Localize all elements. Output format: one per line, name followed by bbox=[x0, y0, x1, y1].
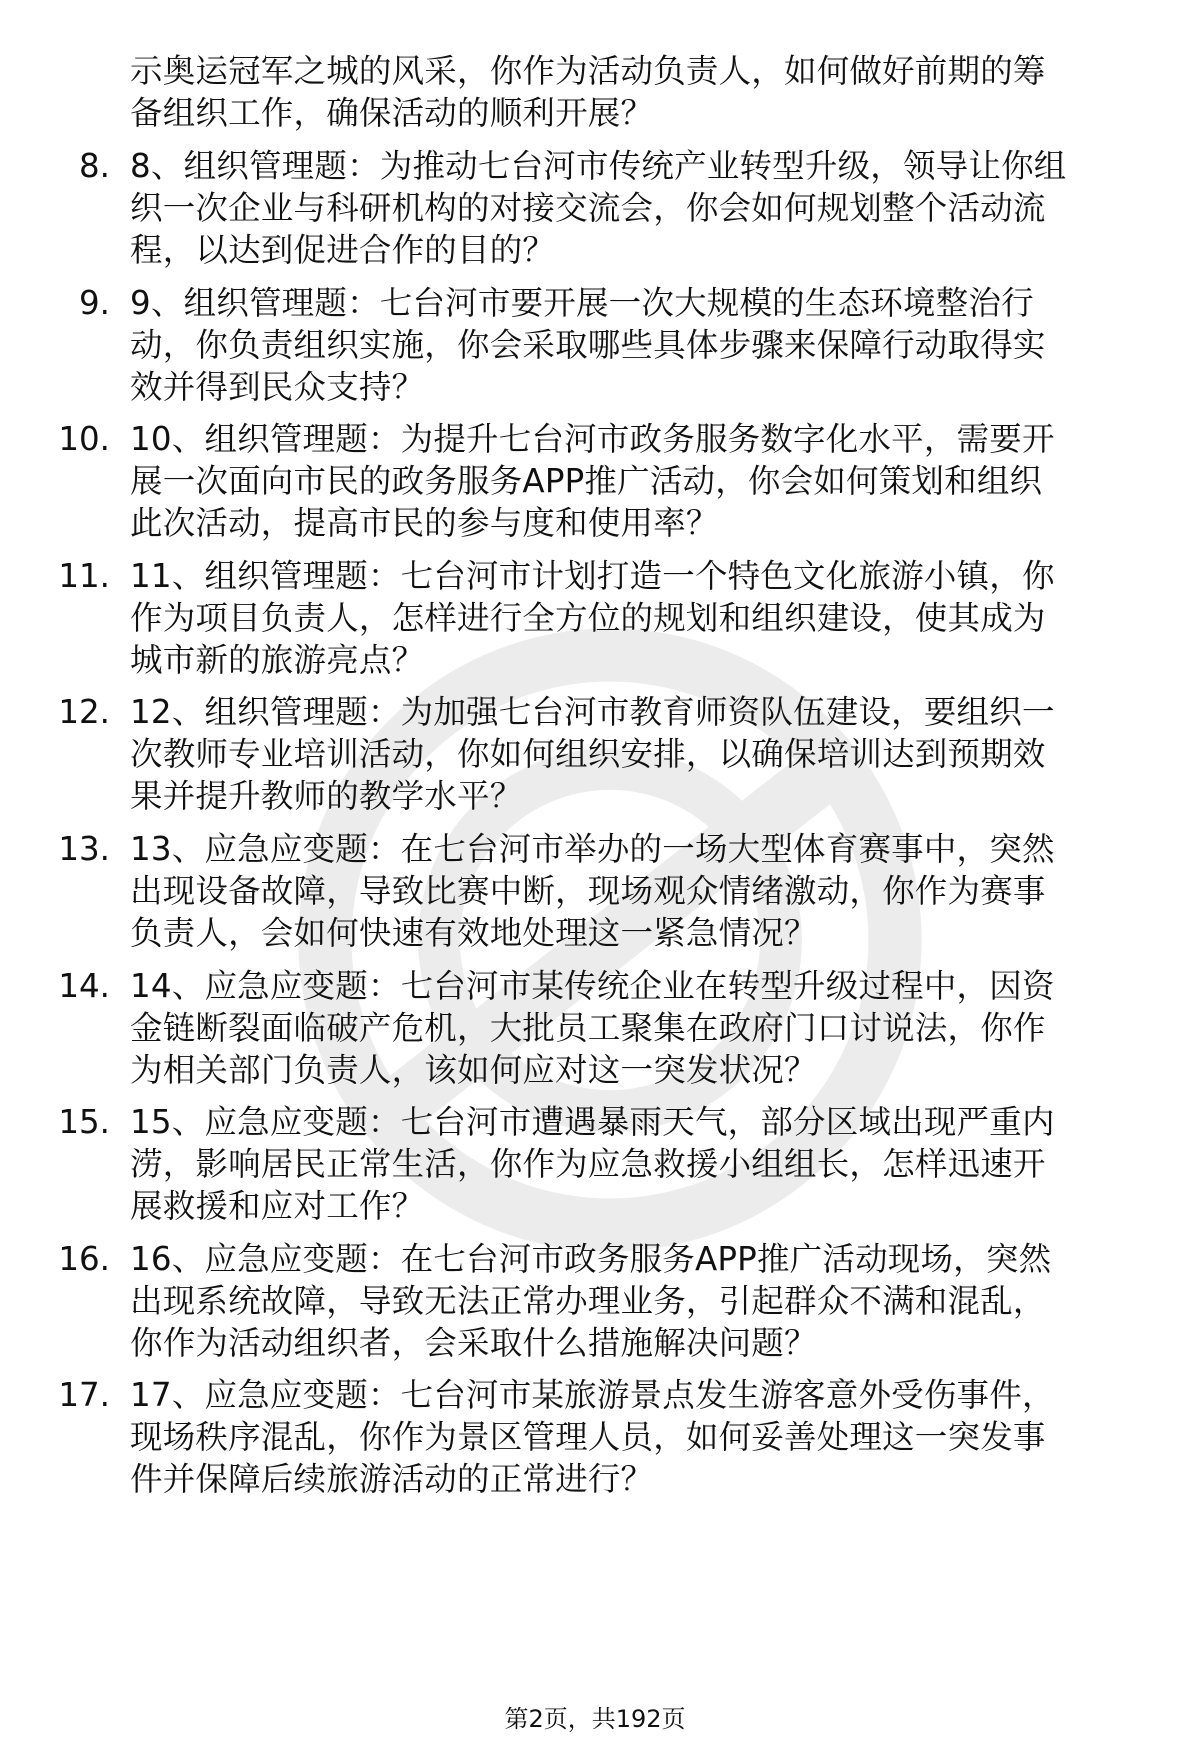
list-item-line: 14、应急应变题：七台河市某传统企业在转型升级过程中，因资 bbox=[130, 967, 1055, 1005]
list-item-line: 9、组织管理题：七台河市要开展一次大规模的生态环境整治行 bbox=[130, 284, 1034, 322]
list-item-line: 出现系统故障，导致无法正常办理业务，引起群众不满和混乱， bbox=[130, 1282, 1046, 1320]
list-item-line: 16、应急应变题：在七台河市政务服务APP推广活动现场，突然 bbox=[130, 1240, 1052, 1278]
list-item-line: 12、组织管理题：为加强七台河市教育师资队伍建设，要组织一 bbox=[130, 693, 1055, 731]
list-item-line: 负责人，会如何快速有效地处理这一紧急情况？ bbox=[130, 914, 817, 952]
list-item-number: 14. bbox=[58, 967, 110, 1005]
list-item-line: 11、组织管理题：七台河市计划打造一个特色文化旅游小镇，你 bbox=[130, 557, 1055, 595]
list-item-number: 11. bbox=[58, 557, 110, 595]
list-item-line: 件并保障后续旅游活动的正常进行？ bbox=[130, 1460, 654, 1498]
list-item-line: 17、应急应变题：七台河市某旅游景点发生游客意外受伤事件， bbox=[130, 1376, 1055, 1414]
list-item-line: 展一次面向市民的政务服务APP推广活动，你会如何策划和组织 bbox=[130, 462, 1043, 500]
list-item-number: 12. bbox=[58, 693, 110, 731]
list-item-line: 8、组织管理题：为推动七台河市传统产业转型升级，领导让你组 bbox=[130, 147, 1067, 185]
list-item-line: 效并得到民众支持？ bbox=[130, 368, 425, 406]
list-item-line: 织一次企业与科研机构的对接交流会，你会如何规划整个活动流 bbox=[130, 189, 1046, 227]
list-item-line: 金链断裂面临破产危机，大批员工聚集在政府门口讨说法，你作 bbox=[130, 1009, 1046, 1047]
list-item-number: 8. bbox=[78, 147, 110, 185]
list-item-line: 13、应急应变题：在七台河市举办的一场大型体育赛事中，突然 bbox=[130, 830, 1055, 868]
list-item-line: 作为项目负责人，怎样进行全方位的规划和组织建设，使其成为 bbox=[130, 599, 1046, 637]
list-item-number: 17. bbox=[58, 1376, 110, 1414]
list-item-number: 10. bbox=[58, 420, 110, 458]
page-number-footer: 第2页，共192页 bbox=[504, 1705, 686, 1733]
list-item-line: 城市新的旅游亮点？ bbox=[130, 641, 425, 679]
list-item-line: 为相关部门负责人，该如何应对这一突发状况？ bbox=[130, 1051, 817, 1089]
list-item-line: 程，以达到促进合作的目的？ bbox=[130, 231, 556, 269]
intro-line: 示奥运冠军之城的风采，你作为活动负责人，如何做好前期的筹 bbox=[130, 52, 1046, 90]
list-item-line: 15、应急应变题：七台河市遭遇暴雨天气，部分区域出现严重内 bbox=[130, 1103, 1055, 1141]
list-item-number: 16. bbox=[58, 1240, 110, 1278]
list-item-number: 13. bbox=[58, 830, 110, 868]
list-item-line: 出现设备故障，导致比赛中断，现场观众情绪激动，你作为赛事 bbox=[130, 872, 1046, 910]
intro-line: 备组织工作，确保活动的顺利开展？ bbox=[130, 94, 654, 132]
list-item-line: 10、组织管理题：为提升七台河市政务服务数字化水平，需要开 bbox=[130, 420, 1055, 458]
list-item-line: 此次活动，提高市民的参与度和使用率？ bbox=[130, 504, 719, 542]
list-item-number: 15. bbox=[58, 1103, 110, 1141]
list-item-line: 你作为活动组织者，会采取什么措施解决问题？ bbox=[130, 1324, 817, 1362]
list-item-number: 9. bbox=[78, 284, 110, 322]
list-item-line: 现场秩序混乱，你作为景区管理人员，如何妥善处理这一突发事 bbox=[130, 1418, 1046, 1456]
list-item-line: 次教师专业培训活动，你如何组织安排，以确保培训达到预期效 bbox=[130, 735, 1046, 773]
list-item-line: 涝，影响居民正常生活，你作为应急救援小组组长，怎样迅速开 bbox=[130, 1145, 1046, 1183]
list-item-line: 动，你负责组织实施，你会采取哪些具体步骤来保障行动取得实 bbox=[130, 326, 1046, 364]
list-item-line: 展救援和应对工作？ bbox=[130, 1187, 425, 1225]
list-item-line: 果并提升教师的教学水平？ bbox=[130, 777, 523, 815]
